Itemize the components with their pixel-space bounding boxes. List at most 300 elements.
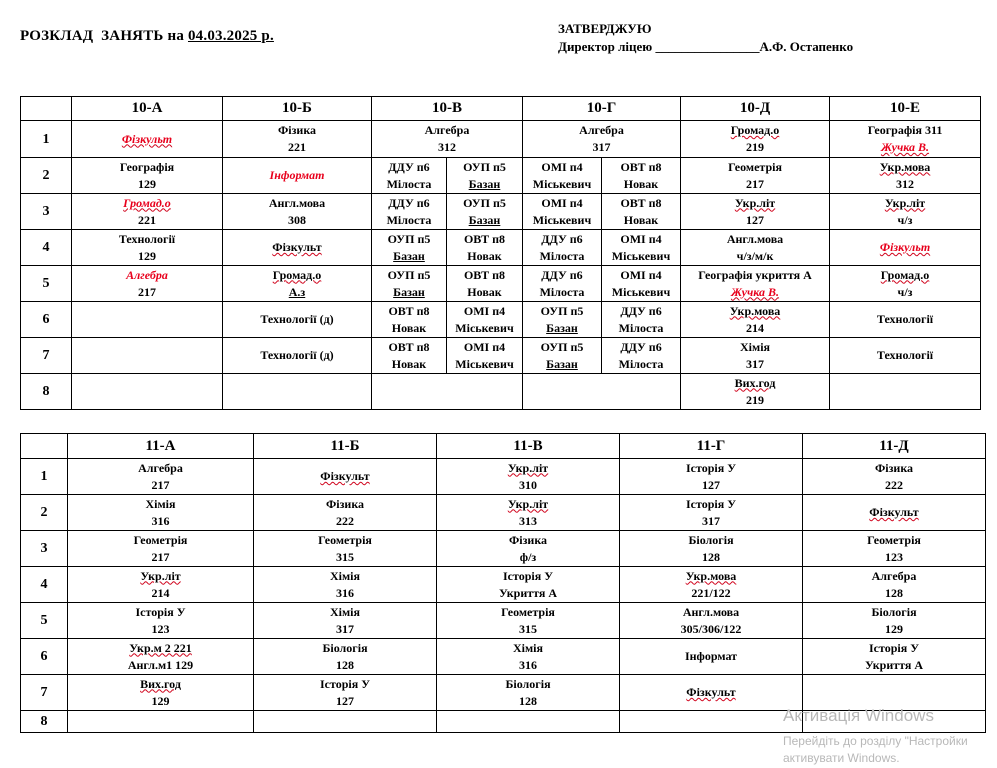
cell-text: 312 [896,176,915,191]
cell-text: ОУП п5 [387,267,431,282]
lesson-cell [602,194,681,230]
cell-text: ДДУ п6 [541,231,583,246]
lesson-cell [437,531,620,567]
lesson-cell [254,531,437,567]
cell-text: Геометрія [133,532,188,547]
lesson-cell [620,675,803,711]
corner-cell [21,97,72,121]
lesson-cell [68,711,254,733]
lesson-cell [223,374,372,410]
lesson-cell [254,459,437,495]
cell-text: 128 [336,657,354,672]
cell-text: 317 [702,513,720,528]
cell-text: Історія У [502,568,554,583]
cell-text: Громад.о [730,123,780,137]
cell-text: ДДУ п6 [620,303,662,318]
cell-text: ОМІ п4 [463,303,506,318]
lesson-cell [68,603,254,639]
cell-text: Укриття А [864,657,924,672]
lesson-cell [437,459,620,495]
lesson-cell [223,230,372,266]
cell-text: Технології [876,312,934,326]
signature-blank: ________________ [655,39,760,54]
lesson-cell [681,302,830,338]
schedule-table-10 [20,96,981,410]
cell-text: Вих.год [734,375,776,390]
cell-text: ОМІ п4 [620,267,662,282]
cell-text: 315 [336,549,354,564]
class-header: 10-Д [681,97,830,121]
cell-text: Біологія [688,532,734,547]
cell-text: Вих.год [140,676,181,691]
cell-text: Англ.мова [682,604,740,619]
lesson-cell [830,302,981,338]
cell-text: 127 [336,693,354,708]
cell-text: Геометрія [501,604,555,619]
lesson-cell [68,639,254,675]
lesson-cell [830,158,981,194]
cell-text: 217 [151,477,170,492]
cell-text: Географія укриття А [698,267,812,282]
lesson-number: 8 [21,711,68,733]
lesson-cell [523,158,602,194]
cell-text: 312 [438,140,456,154]
cell-text: Хімія [330,568,360,583]
lesson-cell [620,711,803,733]
cell-text: 317 [592,140,611,154]
cell-text: 221 [288,140,306,154]
cell-text: ОВТ п8 [388,339,430,354]
lesson-cell [523,194,602,230]
cell-text: Базан [546,356,578,371]
approve-signature-line [558,38,853,56]
cell-text: Новак [391,356,427,371]
cell-text: 214 [746,320,765,335]
cell-text: ч/з/м/к [736,248,774,263]
lesson-cell [254,495,437,531]
cell-text: Алгебра [138,460,183,475]
cell-text: Фізкульт [879,240,931,254]
cell-text: 219 [746,140,765,154]
cell-text: ОВТ п8 [463,267,506,282]
cell-text: 308 [288,212,306,227]
lesson-cell [447,158,523,194]
class-header: 11-В [437,434,620,459]
table-row [21,374,981,410]
cell-text: 316 [519,657,537,672]
cell-text: Фізика [508,532,548,547]
class-header: 11-А [68,434,254,459]
title-date: 04.03.2025 р. [187,28,274,44]
table-row [21,495,986,531]
lesson-number: 6 [21,639,68,675]
cell-text: 128 [702,549,720,564]
cell-text: Новак [467,284,502,299]
page-title [20,28,274,45]
cell-text: Англ.м1 129 [127,657,194,672]
cell-text: ч/з [897,212,913,227]
lesson-cell [254,567,437,603]
lesson-cell [223,158,372,194]
lesson-cell [72,302,223,338]
watermark-line: активувати Windows. [783,751,900,765]
lesson-cell [681,374,830,410]
lesson-cell [803,459,986,495]
table-row [21,639,986,675]
cell-text: Історія У [135,604,186,619]
watermark-line: Перейдіть до розділу "Настройки [783,734,968,748]
lesson-cell [254,711,437,733]
director-name: А.Ф. Остапенко [759,39,854,54]
table-row [21,459,986,495]
lesson-cell [523,121,681,158]
lesson-cell [447,266,523,302]
lesson-cell [223,194,372,230]
lesson-cell [803,603,986,639]
cell-text: Хімія [145,496,176,511]
lesson-number: 7 [21,675,68,711]
cell-text: 219 [746,392,765,407]
lesson-cell [372,266,447,302]
cell-text: Географія 311 [867,123,943,137]
lesson-cell [620,567,803,603]
cell-text: Англ.мова [268,195,326,210]
lesson-cell [830,121,981,158]
cell-text: 129 [885,621,903,636]
table-row [21,194,981,230]
lesson-cell [223,121,372,158]
cell-text: 305/306/122 [680,621,742,636]
lesson-cell [437,495,620,531]
cell-text: ОВТ п8 [620,159,662,174]
cell-text: Біологія [871,604,917,619]
cell-text: Технології [876,348,934,362]
cell-text: Міськевич [611,248,671,263]
lesson-number: 5 [21,603,68,639]
cell-text: Базан [393,284,425,299]
lesson-cell [447,194,523,230]
lesson-cell [372,230,447,266]
class-header: 10-А [72,97,223,121]
class-header: 11-Д [803,434,986,459]
cell-text: Жучка В. [880,140,930,154]
lesson-cell [523,266,602,302]
lesson-number: 3 [21,194,72,230]
cell-text: 129 [151,693,170,708]
lesson-number: 4 [21,230,72,266]
class-header: 10-В [372,97,523,121]
cell-text: ОМІ п4 [541,195,583,210]
lesson-number: 2 [21,495,68,531]
cell-text: Інформат [269,168,325,182]
cell-text: 217 [138,284,156,299]
cell-text: Мілоста [386,176,432,191]
cell-text: Міськевич [611,284,671,299]
lesson-number: 7 [21,338,72,374]
lesson-cell [447,230,523,266]
cell-text: ОМІ п4 [620,231,662,246]
cell-text: Технології [118,231,176,246]
lesson-cell [223,302,372,338]
lesson-cell [803,531,986,567]
cell-text: ОВТ п8 [463,231,506,246]
cell-text: Укр.мова [729,303,781,318]
cell-text: Алгебра [424,123,470,137]
cell-text: А.з [288,284,306,299]
cell-text: Хімія [740,339,771,354]
cell-text: Фізкульт [121,131,173,146]
lesson-number: 3 [21,531,68,567]
cell-text: ОМІ п4 [541,159,583,174]
cell-text: Алгебра [871,568,917,583]
cell-text: 315 [519,621,537,636]
approval-block [558,20,853,56]
corner-cell [21,434,68,459]
cell-text: Історія У [685,460,737,475]
lesson-cell [254,639,437,675]
table-row [21,266,981,302]
cell-text: ДДУ п6 [541,267,583,282]
cell-text: 217 [746,176,765,191]
cell-text: Новак [623,212,659,227]
cell-text: Укр.мова [685,568,737,583]
lesson-cell [830,374,981,410]
lesson-cell [602,338,681,374]
cell-text: Мілоста [386,212,432,227]
lesson-cell [523,338,602,374]
lesson-cell [72,338,223,374]
table-header-row [21,434,986,459]
lesson-cell [681,121,830,158]
cell-text: Фізкульт [272,240,322,254]
cell-text: Міськевич [532,176,592,191]
cell-text: Базан [393,248,425,263]
cell-text: Базан [468,212,501,227]
cell-text: 123 [151,621,170,636]
cell-text: Укр.мова [879,159,931,174]
cell-text: 123 [885,549,903,564]
cell-text: Геометрія [318,532,372,547]
lesson-cell [72,194,223,230]
cell-text: Новак [391,320,427,335]
cell-text: Інформат [684,649,738,663]
cell-text: ОВТ п8 [620,195,662,210]
cell-text: Історія У [319,676,371,691]
cell-text: Громад.о [880,267,930,282]
cell-text: Геометрія [867,532,921,547]
cell-text: Біологія [322,640,368,655]
table-row [21,230,981,266]
class-header: 11-Г [620,434,803,459]
lesson-number: 6 [21,302,72,338]
cell-text: ДДУ п6 [388,159,430,174]
cell-text: Англ.мова [726,231,784,246]
lesson-cell [830,266,981,302]
cell-text: Геометрія [728,159,782,174]
lesson-cell [681,266,830,302]
cell-text: Алгебра [579,123,624,137]
cell-text: Історія У [685,496,737,511]
cell-text: 127 [702,477,720,492]
cell-text: Фізкульт [686,685,736,699]
cell-text: 316 [151,513,170,528]
lesson-cell [681,194,830,230]
lesson-number: 2 [21,158,72,194]
cell-text: Технології (д) [260,348,334,362]
lesson-cell [803,639,986,675]
cell-text: ОМІ п4 [463,339,506,354]
lesson-cell [68,495,254,531]
lesson-cell [72,230,223,266]
cell-text: Укр.літ [140,568,181,583]
cell-text: 316 [336,585,354,600]
lesson-cell [620,495,803,531]
lesson-cell [803,567,986,603]
lesson-cell [602,230,681,266]
lesson-cell [372,194,447,230]
cell-text: Міськевич [455,320,514,335]
cell-text: Громад.о [123,195,171,210]
lesson-cell [72,158,223,194]
lesson-cell [372,338,447,374]
class-header: 10-Г [523,97,681,121]
lesson-cell [223,266,372,302]
cell-text: 310 [519,477,537,492]
table-row [21,158,981,194]
cell-text: Новак [623,176,659,191]
cell-text: 129 [138,176,156,191]
cell-text: Хімія [330,604,360,619]
lesson-cell [372,121,523,158]
lesson-number: 1 [21,459,68,495]
cell-text: Фізика [277,123,317,137]
lesson-cell [72,374,223,410]
schedule-table-11 [20,433,986,733]
cell-text: Фізкульт [869,505,919,519]
table-row [21,603,986,639]
lesson-cell [681,158,830,194]
cell-text: 217 [151,549,170,564]
lesson-cell [437,639,620,675]
cell-text: 129 [138,248,156,263]
cell-text: 221 [138,212,156,227]
cell-text: ч/з [897,284,913,299]
lesson-cell [437,603,620,639]
lesson-cell [803,495,986,531]
cell-text: 128 [885,585,903,600]
lesson-cell [437,711,620,733]
cell-text: ОУП п5 [463,195,506,210]
cell-text: 128 [519,693,537,708]
lesson-cell [72,266,223,302]
lesson-cell [681,230,830,266]
lesson-cell [72,121,223,158]
table-row [21,121,981,158]
cell-text: Міськевич [532,212,592,227]
lesson-cell [68,567,254,603]
cell-text: Укр.літ [734,195,776,210]
lesson-cell [437,675,620,711]
table-header-row [21,97,981,121]
lesson-cell [254,675,437,711]
watermark-title: Активація Windows [783,706,934,725]
cell-text: ОУП п5 [540,303,584,318]
class-header: 10-Е [830,97,981,121]
lesson-cell [372,374,523,410]
lesson-cell [68,675,254,711]
lesson-cell [830,194,981,230]
class-header: 10-Б [223,97,372,121]
cell-text: Фізика [325,496,365,511]
cell-text: Фізкульт [320,469,370,483]
lesson-cell [602,266,681,302]
lesson-cell [223,338,372,374]
cell-text: 313 [519,513,537,528]
lesson-cell [602,302,681,338]
cell-text: Історія У [868,640,920,655]
cell-text: ДДУ п6 [620,339,662,354]
cell-text: ф/з [519,549,537,564]
lesson-number: 1 [21,121,72,158]
cell-text: Мілоста [618,356,664,371]
cell-text: Алгебра [126,267,168,282]
cell-text: ОУП п5 [463,159,506,174]
cell-text: 127 [746,212,765,227]
cell-text: Укр.літ [507,460,549,475]
lesson-cell [620,531,803,567]
lesson-cell [447,338,523,374]
lesson-cell [523,230,602,266]
cell-text: Мілоста [539,284,585,299]
cell-text: Укриття А [498,585,558,600]
lesson-cell [68,459,254,495]
cell-text: Біологія [505,676,551,691]
lesson-cell [372,302,447,338]
cell-text: Фізика [874,460,914,475]
lesson-number: 5 [21,266,72,302]
lesson-cell [830,338,981,374]
lesson-cell [254,603,437,639]
class-header: 11-Б [254,434,437,459]
cell-text: ОВТ п8 [388,303,430,318]
cell-text: 222 [336,513,354,528]
cell-text: Базан [546,320,578,335]
lesson-cell [620,603,803,639]
cell-text: ОУП п5 [540,339,584,354]
cell-text: Базан [468,176,501,191]
cell-text: Мілоста [618,320,664,335]
lesson-cell [447,302,523,338]
lesson-cell [620,639,803,675]
lesson-cell [437,567,620,603]
cell-text: 317 [336,621,354,636]
lesson-cell [523,302,602,338]
windows-activation-watermark [783,705,968,767]
table-row [21,531,986,567]
cell-text: Хімія [513,640,543,655]
cell-text: 317 [746,356,765,371]
table-row [21,302,981,338]
cell-text: Географія [119,159,175,174]
lesson-cell [602,158,681,194]
approve-role: Директор ліцею [558,39,656,54]
cell-text: Укр.літ [507,496,549,511]
cell-text: Жучка В. [730,284,780,299]
lesson-cell [372,158,447,194]
lesson-cell [620,459,803,495]
lesson-cell [523,374,681,410]
title-prefix: РОЗКЛАД ЗАНЯТЬ на [20,28,188,44]
